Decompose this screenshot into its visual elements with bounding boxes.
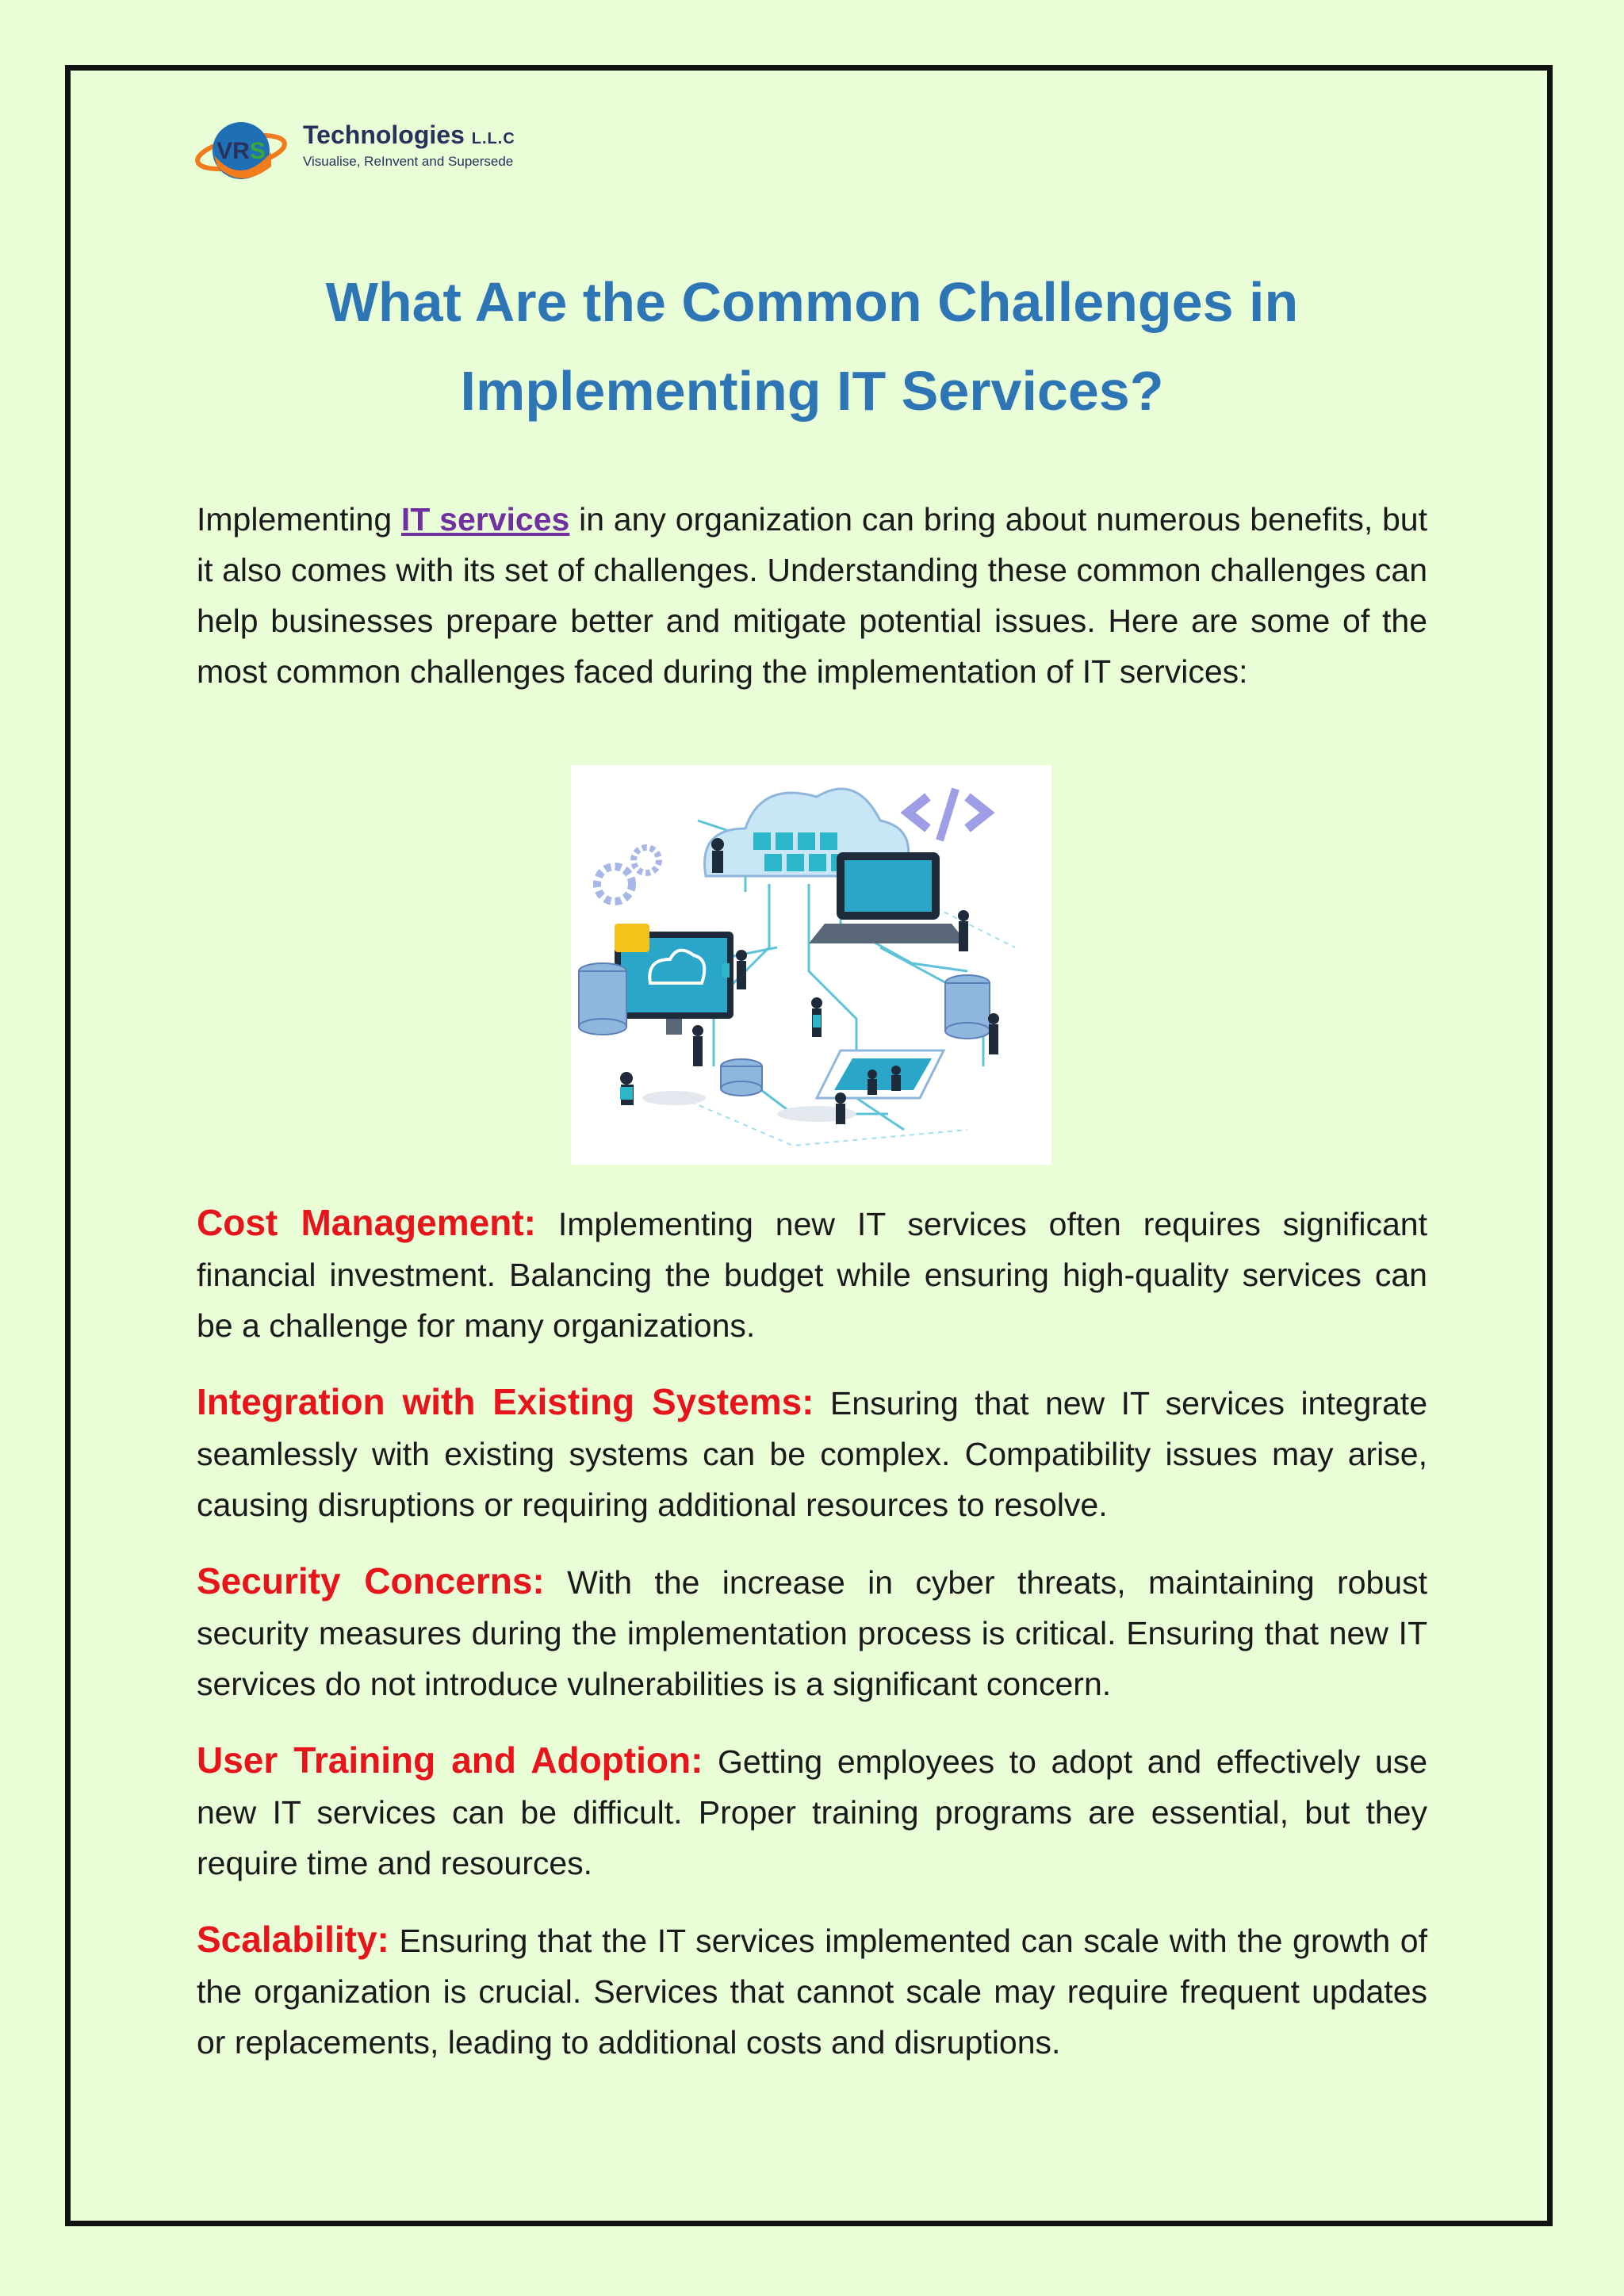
challenge-text: Implementing new IT services often requires significant financial investment. Balancing the budget while ensuring high-quality services can be a challenge for many organizations. (197, 1206, 1427, 1344)
challenge-cost-management (197, 1197, 1427, 1351)
company-logo[interactable] (195, 111, 528, 190)
challenge-text: Ensuring that the IT services implemented can scale with the growth of the organization is crucial. Services that cannot scale may require frequent updates or replacements, leading to additional costs and disruptions. (197, 1923, 1427, 2061)
challenge-heading: Integration with Existing Systems: (197, 1381, 814, 1422)
it-services-illustration (571, 765, 1051, 1165)
brand-tagline: Visualise, ReInvent and Supersede (303, 154, 514, 169)
challenge-text: Getting employees to adopt and effectively use new IT services can be difficult. Proper training programs are essential, but they require time and resources. (197, 1743, 1428, 1881)
challenge-heading: Security Concerns: (197, 1560, 545, 1601)
challenge-heading: Cost Management: (197, 1202, 536, 1243)
challenge-text: With the increase in cyber threats, maintaining robust security measures during the implementation process is critical. Ensuring that new IT services do not introduce vulnerabilities is a significant concern. (197, 1564, 1427, 1702)
page-title: What Are the Common Challenges in Implementing IT Services? (325, 271, 1299, 422)
it-services-network-illustration-icon (571, 765, 1051, 1165)
intro-paragraph: Implementing IT services in any organization can bring about numerous benefits, but it also comes with its set of challenges. Understanding these common challenges can help businesses prepare better and mitigate potential issues. Here are some of the most common challenges faced during the implementation of IT services: (197, 501, 1427, 690)
challenge-text: Ensuring that new IT services integrate seamlessly with existing systems can be complex. Compatibility issues may arise, causing disruptions or requiring additional resources to resolve. (197, 1385, 1428, 1523)
challenge-scalability (197, 1914, 1427, 2068)
challenge-user-training (197, 1735, 1427, 1888)
challenge-integration (197, 1376, 1427, 1530)
challenge-heading: User Training and Adoption: (197, 1739, 703, 1781)
challenge-security (197, 1556, 1427, 1709)
it-services-link[interactable]: IT services (400, 501, 570, 538)
svg-text:VRS: VRS (216, 138, 266, 164)
challenge-heading: Scalability: (197, 1919, 389, 1960)
vrs-logo-icon (195, 111, 298, 190)
brand-name: Technologies L.L.C (303, 121, 515, 149)
